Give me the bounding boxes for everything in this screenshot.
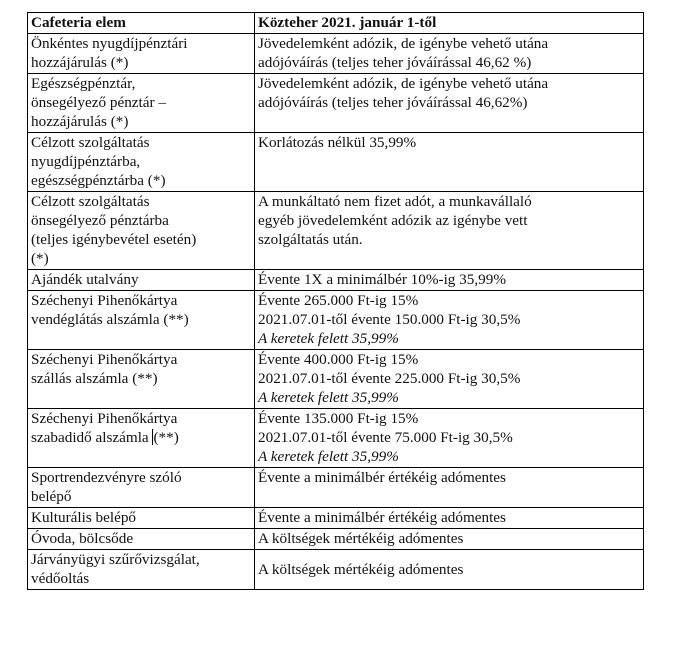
item-line-text: szabadidő alszámla [31, 429, 149, 446]
tax-line: Jövedelemként adózik, de igénybe vehető utána [258, 35, 549, 52]
table-row [28, 270, 644, 291]
tax-cell [255, 468, 644, 508]
item-line: szállás alszámla (**) [31, 370, 158, 387]
tax-cell [255, 550, 644, 590]
item-line: Járványügyi szűrővizsgálat, [31, 551, 200, 568]
tax-line: Évente 135.000 Ft-ig 15% [258, 410, 419, 427]
item-line: védőoltás [31, 570, 90, 587]
item-line: Széchenyi Pihenőkártya [31, 292, 178, 309]
item-cell [28, 133, 255, 192]
item-line: egészségpénztárba (*) [31, 172, 166, 189]
table-row [28, 34, 644, 74]
item-line: hozzájárulás (*) [31, 113, 129, 130]
tax-cell [255, 508, 644, 529]
item-line [31, 428, 251, 447]
tax-line: szolgáltatás után. [258, 231, 363, 248]
item-cell [28, 74, 255, 133]
item-cell [28, 192, 255, 270]
item-cell [28, 291, 255, 350]
tax-line: Évente 1X a minimálbér 10%-ig 35,99% [258, 271, 506, 288]
item-cell [28, 350, 255, 409]
tax-line: adójóváírás (teljes teher jóváírással 46,62%) [258, 94, 528, 111]
tax-cell [255, 270, 644, 291]
tax-line: A munkáltató nem fizet adót, a munkavállaló [258, 193, 532, 210]
table-row [28, 529, 644, 550]
tax-cell [255, 34, 644, 74]
item-line: vendéglátás alszámla (**) [31, 311, 189, 328]
table-row [28, 350, 644, 409]
tax-line: Évente 265.000 Ft-ig 15% [258, 292, 419, 309]
tax-cell [255, 133, 644, 192]
item-cell [28, 34, 255, 74]
tax-line: 2021.07.01-től évente 225.000 Ft-ig 30,5% [258, 370, 521, 387]
item-line: hozzájárulás (*) [31, 54, 129, 71]
header-cafeteria-elem: Cafeteria elem [28, 13, 255, 34]
table-row [28, 508, 644, 529]
tax-line: Évente a minimálbér értékéig adómentes [258, 509, 506, 526]
tax-italic-line: A keretek felett 35,99% [258, 389, 399, 406]
table-header-row [28, 13, 644, 34]
tax-line: Jövedelemként adózik, de igénybe vehető utána [258, 75, 549, 92]
item-cell [28, 529, 255, 550]
item-cell [28, 508, 255, 529]
tax-line: adójóváírás (teljes teher jóváírással 46,62 %) [258, 54, 532, 71]
item-line: (*) [31, 250, 49, 267]
tax-cell [255, 350, 644, 409]
item-cell [28, 550, 255, 590]
tax-italic-line: A keretek felett 35,99% [258, 330, 399, 347]
table-row [28, 409, 644, 468]
item-line: Célzott szolgáltatás [31, 193, 150, 210]
item-line: Széchenyi Pihenőkártya [31, 410, 178, 427]
item-line: önsegélyező pénztárba [31, 212, 169, 229]
item-line: (teljes igénybevétel esetén) [31, 231, 197, 248]
item-line: Kulturális belépő [31, 509, 137, 526]
item-cell [28, 409, 255, 468]
tax-line: Korlátozás nélkül 35,99% [258, 134, 417, 151]
item-line: Ajándék utalvány [31, 271, 139, 288]
tax-cell [255, 74, 644, 133]
item-line-suffix: (**) [153, 429, 179, 446]
table-row [28, 468, 644, 508]
tax-line: 2021.07.01-től évente 75.000 Ft-ig 30,5% [258, 429, 513, 446]
item-line: Sportrendezvényre szóló [31, 469, 182, 486]
tax-line: A költségek mértékéig adómentes [258, 530, 464, 547]
item-line: Önkéntes nyugdíjpénztári [31, 35, 188, 52]
tax-cell [255, 291, 644, 350]
table-row [28, 133, 644, 192]
tax-line: egyéb jövedelemként adózik az igénybe vett [258, 212, 528, 229]
item-line: Széchenyi Pihenőkártya [31, 351, 178, 368]
item-line: belépő [31, 488, 72, 505]
item-line: Óvoda, bölcsőde [31, 530, 134, 547]
tax-line: Évente a minimálbér értékéig adómentes [258, 469, 506, 486]
tax-line: A költségek mértékéig adómentes [258, 560, 464, 578]
tax-cell [255, 192, 644, 270]
item-cell [28, 270, 255, 291]
item-line: Egészségpénztár, [31, 75, 136, 92]
table-row [28, 550, 644, 590]
table-row [28, 74, 644, 133]
header-kozteher: Közteher 2021. január 1-től [255, 13, 644, 34]
tax-line: 2021.07.01-től évente 150.000 Ft-ig 30,5% [258, 311, 521, 328]
tax-line: Évente 400.000 Ft-ig 15% [258, 351, 419, 368]
tax-italic-line: A keretek felett 35,99% [258, 448, 399, 465]
table-row [28, 291, 644, 350]
tax-cell [255, 529, 644, 550]
item-line: nyugdíjpénztárba, [31, 153, 141, 170]
tax-cell [255, 409, 644, 468]
cafeteria-table [27, 12, 644, 590]
item-cell [28, 468, 255, 508]
item-line: önsegélyező pénztár – [31, 94, 166, 111]
item-line: Célzott szolgáltatás [31, 134, 150, 151]
table-row [28, 192, 644, 270]
